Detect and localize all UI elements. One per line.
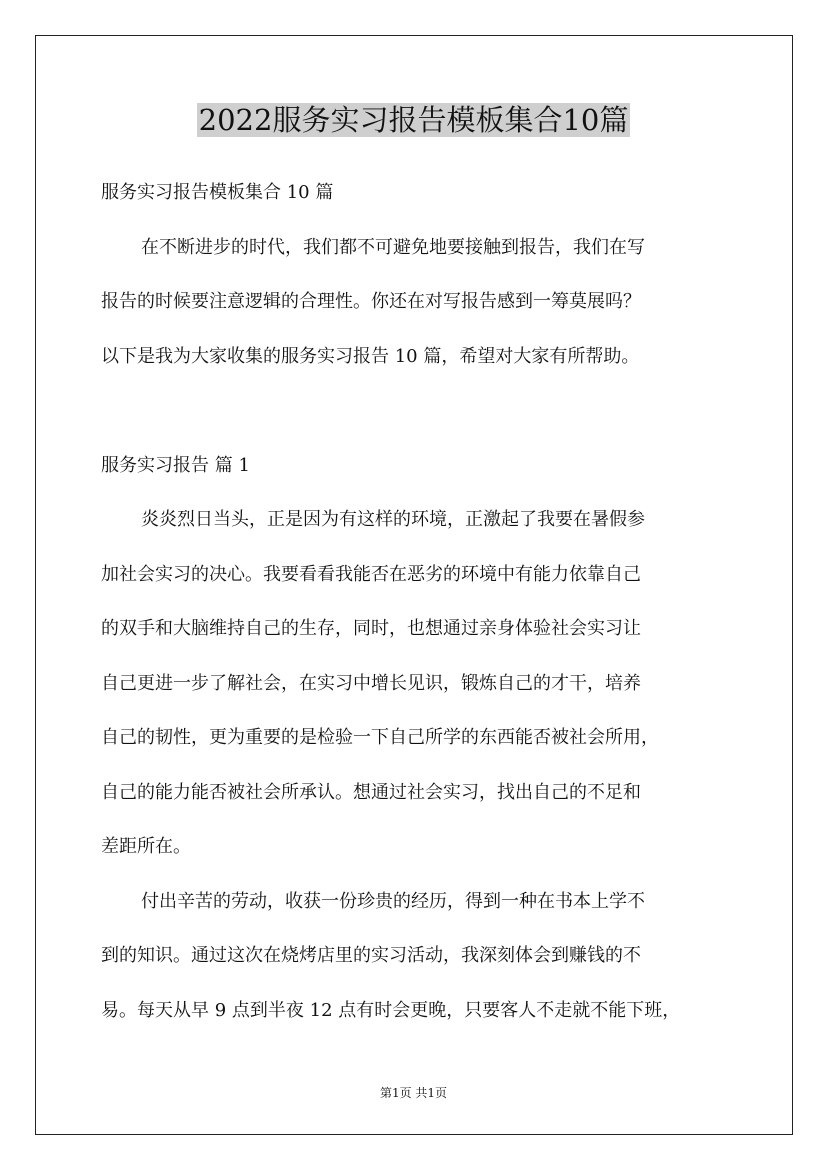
section-heading: 服务实习报告 篇 1 — [101, 454, 250, 476]
paragraph-line: 加社会实习的决心。我要看看我能否在恶劣的环境中有能力依靠自己 — [101, 563, 641, 585]
paragraph-line: 付出辛苦的劳动，收获一份珍贵的经历，得到一种在书本上学不 — [141, 890, 645, 912]
paragraph-line: 报告的时候要注意逻辑的合理性。你还在对写报告感到一筹莫展吗？ — [101, 291, 641, 312]
blank-line — [101, 384, 731, 439]
paragraph-line: 差距所在。 — [101, 836, 191, 857]
paragraph-line: 易。每天从早 9 点到半夜 12 点有时会更晚，只要客人不走就不能下班， — [101, 999, 681, 1021]
paragraph-line: 自己更进一步了解社会，在实习中增长见识，锻炼自己的才干，培养 — [101, 672, 641, 694]
paragraph-line: 的双手和大脑维持自己的生存，同时，也想通过亲身体验社会实习让 — [101, 618, 641, 639]
paragraph-line: 自己的能力能否被社会所承认。想通过社会实习，找出自己的不足和 — [101, 781, 641, 803]
paragraph-line: 在不断进步的时代，我们都不可避免地要接触到报告，我们在写 — [141, 236, 645, 258]
paragraph-line: 以下是我为大家收集的服务实习报告 10 篇，希望对大家有所帮助。 — [101, 345, 640, 367]
subtitle-line: 服务实习报告模板集合 10 篇 — [101, 182, 334, 203]
document-title — [0, 98, 827, 142]
page-number: 第1页 共1页 — [379, 1086, 448, 1100]
paragraph-line: 到的知识。通过这次在烧烤店里的实习活动，我深刻体会到赚钱的不 — [101, 945, 641, 966]
page-footer — [0, 1084, 827, 1102]
paragraph-line: 炎炎烈日当头，正是因为有这样的环境，正激起了我要在暑假参 — [141, 509, 645, 530]
paragraph-line: 自己的韧性，更为重要的是检验一下自己所学的东西能否被社会所用， — [101, 727, 659, 748]
document-title-text: 2022服务实习报告模板集合10篇 — [198, 103, 629, 137]
document-body — [101, 166, 731, 1038]
